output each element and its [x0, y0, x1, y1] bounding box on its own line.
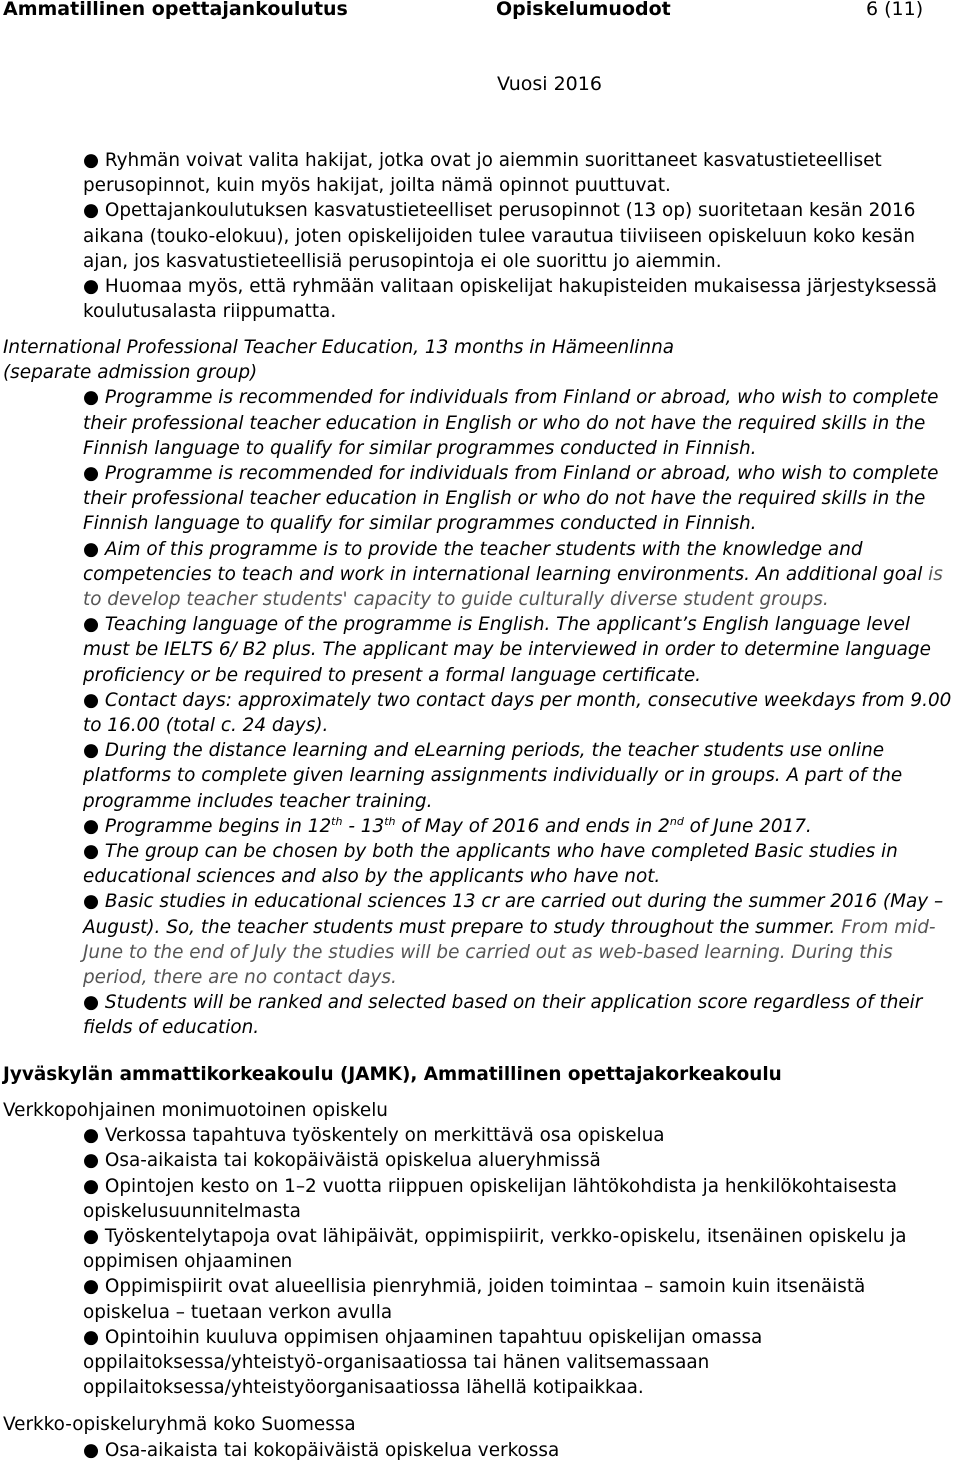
- finnish-bullet-list: [83, 148, 945, 324]
- list-item: ● Basic studies in educational sciences 13 cr are carried out during the summer 2016 (May – August). So, the teacher students must prepare to study throughout the summer. From mid-June to the end of July the studies will be carried out as web-based learning. During this period, there are no contact days.: [83, 891, 944, 989]
- jamk-bullet-list-2: [83, 1438, 953, 1463]
- jamk-heading: Jyväskylän ammattikorkeakoulu (JAMK), Ammatillinen opettajakorkeakoulu: [3, 1064, 782, 1085]
- programme-bullet-list: [83, 385, 953, 1040]
- list-item: ● Opintojen kesto on 1–2 vuotta riippuen opiskelijan lähtökohdista ja henkilökohtaisesta opiskelusuunnitelmasta: [83, 1175, 898, 1222]
- list-item: ● Opintoihin kuuluva oppimisen ohjaaminen tapahtuu opiskelijan omassa oppilaitoksessa/yhteistyö-organisaatiossa tai hänen valitsemassaan oppilaitoksessa/yhteistyöorganisaatiossa lähellä kotipaikkaa.: [83, 1326, 763, 1399]
- list-item: ● Huomaa myös, että ryhmään valitaan opiskelijat hakupisteiden mukaisessa järjestyksessä koulutusalasta riippumatta.: [83, 276, 937, 323]
- page-header: [0, 0, 960, 22]
- header-title: Ammatillinen opettajankoulutus: [3, 0, 348, 20]
- list-item: ● Opettajankoulutuksen kasvatustieteelliset perusopinnot (13 op) suoritetaan kesän 2016 aikana (touko-elokuu), joten opiskelijoiden tulee varautua tiiviiseen opiskeluun koko kesän ajan, jos kasvatustieteellisiä perusopintoja ei ole suorittu jo aiemmin.: [83, 200, 916, 272]
- list-item: ● Oppimispiirit ovat alueellisia pienryhmiä, joiden toimintaa – samoin kuin itsenäistä opiskelua – tuetaan verkon avulla: [83, 1276, 866, 1323]
- list-item: ● Aim of this programme is to provide the teacher students with the knowledge and competencies to teach and work in international learning environments. An additional goal is to develop teacher students' capacity to guide culturally diverse student groups.: [83, 538, 943, 611]
- list-item: ● Verkossa tapahtuva työskentely on merkittävä osa opiskelua: [83, 1125, 665, 1147]
- list-item: ● Programme is recommended for individuals from Finland or abroad, who wish to complete their professional teacher education in English or who do not have the required skills in the Finnish language to qualify for similar programmes conducted in Finnish.: [83, 463, 939, 535]
- list-item: ● Teaching language of the programme is English. The applicant’s English language level must be IELTS 6/ B2 plus. The applicant may be interviewed in order to determine language proficiency or be required to present a formal language certificate.: [83, 614, 931, 686]
- list-item: ● Programme is recommended for individuals from Finland or abroad, who wish to complete their professional teacher education in English or who do not have the required skills in the Finnish language to qualify for similar programmes conducted in Finnish.: [83, 387, 939, 459]
- list-item: ● Osa-aikaista tai kokopäiväistä opiskelua alueryhmissä: [83, 1150, 601, 1172]
- list-item: ● The group can be chosen by both the applicants who have completed Basic studies in educational sciences and also by the applicants who have not.: [83, 841, 898, 888]
- subsection-title: Verkkopohjainen monimuotoinen opiskelu: [3, 1100, 388, 1121]
- list-item: ● Programme begins in 12th - 13th of May of 2016 and ends in 2nd of June 2017.: [83, 814, 812, 837]
- jamk-bullet-list: [83, 1123, 953, 1400]
- year-label: Vuosi 2016: [497, 73, 602, 95]
- header-section: Opiskelumuodot: [496, 0, 671, 20]
- subsection-title: Verkko-opiskeluryhmä koko Suomessa: [3, 1414, 356, 1436]
- section-title: International Professional Teacher Education, 13 months in Hämeenlinna: [3, 337, 674, 358]
- list-item: ● Ryhmän voivat valita hakijat, jotka ovat jo aiemmin suorittaneet kasvatustieteelliset perusopinnot, kuin myös hakijat, joilta nämä opinnot puuttuvat.: [83, 150, 882, 197]
- list-item: ● Contact days: approximately two contact days per month, consecutive weekdays from 9.00 to 16.00 (total c. 24 days).: [83, 689, 952, 737]
- list-item: ● During the distance learning and eLearning periods, the teacher students use online platforms to complete given learning assignments individually or in groups. A part of the programme includes teacher training.: [83, 740, 903, 812]
- list-item: ● Työskentelytapoja ovat lähipäivät, oppimispiirit, verkko-opiskelu, itsenäinen opiskelu ja oppimisen ohjaaminen: [83, 1226, 907, 1273]
- list-item: ● Osa-aikaista tai kokopäiväistä opiskelua verkossa: [83, 1439, 560, 1461]
- section-subtitle: (separate admission group): [3, 362, 258, 384]
- international-programme-section: [3, 335, 953, 1041]
- jamk-section: [3, 1098, 953, 1463]
- list-item: ● Students will be ranked and selected based on their application score regardless of their fields of education.: [83, 992, 923, 1039]
- page-number: 6 (11): [866, 0, 924, 20]
